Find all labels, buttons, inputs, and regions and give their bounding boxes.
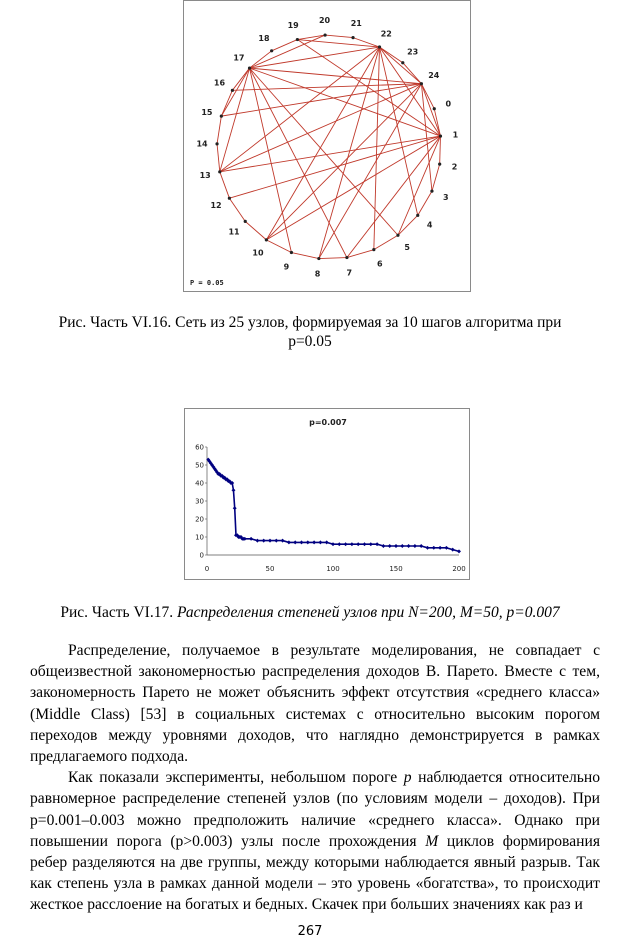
- figure1-caption-line1: Рис. Часть VI.16. Сеть из 25 узлов, формируемая за 10 шагов алгоритма при: [58, 314, 562, 331]
- network-node: [433, 107, 436, 110]
- y-tick-label: 40: [195, 479, 204, 488]
- node-label: 7: [346, 268, 353, 278]
- node-label: 17: [233, 53, 245, 63]
- node-label: 19: [287, 21, 299, 31]
- data-point: [281, 539, 285, 543]
- ring-edge: [232, 68, 249, 90]
- chart-title: p=0.007: [309, 418, 347, 427]
- ring-edge: [319, 258, 347, 259]
- data-point: [381, 544, 385, 548]
- network-node: [290, 251, 293, 254]
- y-tick-label: 10: [195, 533, 204, 542]
- network-node: [270, 49, 273, 52]
- data-point: [233, 506, 237, 510]
- data-point: [407, 544, 411, 548]
- network-node: [265, 238, 268, 241]
- network-edge: [232, 84, 421, 91]
- figure1-caption-line2: p=0.05: [288, 333, 332, 350]
- network-node: [438, 163, 441, 166]
- y-tick-label: 50: [195, 461, 204, 470]
- data-point: [413, 544, 417, 548]
- x-tick-label: 200: [452, 565, 466, 573]
- data-point: [375, 542, 379, 546]
- data-point: [331, 542, 335, 546]
- ring-edge: [325, 35, 353, 38]
- network-node: [220, 115, 223, 118]
- network-node: [401, 61, 404, 64]
- data-point: [306, 540, 310, 544]
- node-label: 10: [252, 248, 264, 258]
- y-tick-label: 30: [195, 497, 204, 506]
- ring-edge: [398, 215, 418, 235]
- node-label: 16: [213, 78, 226, 88]
- data-point: [325, 540, 329, 544]
- ring-edge: [440, 136, 441, 164]
- data-point: [255, 539, 259, 543]
- network-edge: [250, 68, 292, 252]
- data-point: [356, 542, 360, 546]
- network-node: [345, 256, 348, 259]
- node-label: 11: [228, 227, 240, 237]
- network-node: [228, 197, 231, 200]
- data-point: [337, 542, 341, 546]
- data-point: [287, 540, 291, 544]
- network-node: [430, 190, 433, 193]
- node-label: 15: [201, 107, 213, 117]
- ring-edge: [418, 191, 432, 215]
- network-node: [416, 214, 419, 217]
- network-node: [317, 257, 320, 260]
- data-point: [344, 542, 348, 546]
- node-label: 21: [350, 18, 362, 28]
- data-point: [231, 488, 235, 492]
- data-point: [438, 546, 442, 550]
- paragraph-2: Как показали эксперименты, небольшом пороге p наблюдается относительно равномерное распределение степеней узлов (по условиям модели – доходов). При p=0.001–0.003 можно предположить наличие «среднего класса». Однако при повышении порога (p>0.003) узлы после прохождения M циклов формирования ребер разделяются на две группы, между которыми наблюдается явный разрыв. Так как степень узла в рамках данной модели – это уровень «богатства», то происходит жесткое расслоение на богатых и бедных. Скачек при больших значениях как раз и: [30, 769, 600, 914]
- data-point: [419, 544, 423, 548]
- data-point: [444, 546, 448, 550]
- node-label: 3: [442, 193, 449, 203]
- data-point: [312, 540, 316, 544]
- node-label: 23: [407, 47, 419, 57]
- network-edge: [347, 136, 441, 257]
- network-edge: [398, 136, 441, 235]
- x-tick-label: 150: [389, 565, 403, 573]
- data-point: [432, 546, 436, 550]
- node-label: 14: [196, 139, 208, 149]
- network-node: [244, 220, 247, 223]
- y-tick-label: 0: [199, 551, 204, 560]
- data-point: [300, 540, 304, 544]
- network-figure: [183, 0, 471, 292]
- network-edge: [220, 84, 422, 172]
- data-point: [369, 542, 373, 546]
- data-point: [293, 540, 297, 544]
- network-edge: [297, 40, 379, 47]
- degree-chart-svg: [185, 409, 471, 581]
- network-edge: [221, 68, 249, 116]
- node-label: 2: [451, 162, 458, 172]
- data-point: [318, 540, 322, 544]
- figure2-caption-prefix: Рис. Часть VI.17.: [60, 604, 177, 621]
- figure1-caption: [0, 313, 620, 351]
- network-node: [420, 82, 423, 85]
- figure2-caption: [0, 603, 620, 622]
- node-label: 24: [428, 71, 440, 81]
- network-edge: [250, 47, 380, 68]
- p-label: P = 0.05: [190, 279, 224, 287]
- series-line: [208, 460, 459, 552]
- network-node: [231, 89, 234, 92]
- node-label: 13: [199, 171, 211, 181]
- data-point: [274, 539, 278, 543]
- data-point: [394, 544, 398, 548]
- node-label: 8: [314, 269, 321, 279]
- data-point: [268, 539, 272, 543]
- y-tick-label: 20: [195, 515, 204, 524]
- data-point: [262, 539, 266, 543]
- node-label: 20: [318, 16, 331, 26]
- network-edge: [220, 136, 441, 172]
- node-label: 1: [452, 130, 459, 140]
- network-graph: [184, 1, 472, 293]
- node-label: 6: [377, 259, 383, 269]
- data-point: [388, 544, 392, 548]
- network-node: [215, 142, 218, 145]
- ring-edge: [217, 116, 221, 144]
- paragraph-1: Распределение, получаемое в результате моделирования, не совпадает с общеизвестной закономерностью распределения доходов В. Парето. Вместе с тем, закономерность Парето не может объяснить эффект отсутствия «среднего класса» (Middle Class) [53] в социальных системах с относительно высоким порогом переходов между уровнями доходов, что наглядно демонстрируется в рамках предлагаемого подхода.: [30, 642, 600, 766]
- ring-edge: [245, 221, 266, 239]
- node-label: 0: [445, 99, 452, 109]
- network-node: [218, 170, 221, 173]
- data-point: [426, 546, 430, 550]
- data-point: [350, 542, 354, 546]
- ring-edge: [266, 240, 291, 253]
- network-node: [323, 33, 326, 36]
- data-point: [363, 542, 367, 546]
- ring-edge: [221, 90, 232, 116]
- network-node: [378, 45, 381, 48]
- network-edge: [250, 68, 347, 257]
- page-number: 267: [297, 924, 323, 939]
- node-label: 9: [283, 262, 290, 272]
- x-tick-label: 50: [265, 565, 275, 573]
- network-node: [396, 234, 399, 237]
- data-point: [451, 548, 455, 552]
- data-point: [457, 549, 461, 553]
- ring-edge: [374, 235, 398, 249]
- node-label: 12: [210, 201, 222, 211]
- ring-edge: [403, 63, 422, 84]
- body-text: [30, 640, 600, 916]
- ring-edge: [217, 144, 220, 172]
- network-edge: [379, 47, 440, 136]
- data-point: [400, 544, 404, 548]
- network-node: [248, 66, 251, 69]
- network-edge: [229, 136, 440, 198]
- ring-edge: [432, 164, 440, 191]
- network-edge: [250, 68, 398, 235]
- y-tick-label: 60: [195, 443, 204, 452]
- network-node: [372, 248, 375, 251]
- network-node: [351, 36, 354, 39]
- data-point: [249, 537, 253, 541]
- ring-edge: [229, 198, 245, 221]
- network-node: [296, 38, 299, 41]
- x-tick-label: 100: [326, 565, 340, 573]
- network-edge: [220, 47, 380, 172]
- ring-edge: [220, 172, 230, 198]
- degree-chart: [184, 408, 470, 580]
- ring-edge: [347, 250, 374, 258]
- node-label: 18: [258, 33, 270, 43]
- x-tick-label: 0: [204, 565, 210, 573]
- figure2-caption-italic: Распределения степеней узлов при N=200, M=50, p=0.007: [176, 604, 560, 621]
- node-label: 22: [380, 29, 392, 39]
- network-node: [439, 134, 442, 137]
- ring-edge: [291, 253, 318, 259]
- node-label: 5: [404, 243, 410, 253]
- node-label: 4: [426, 220, 433, 230]
